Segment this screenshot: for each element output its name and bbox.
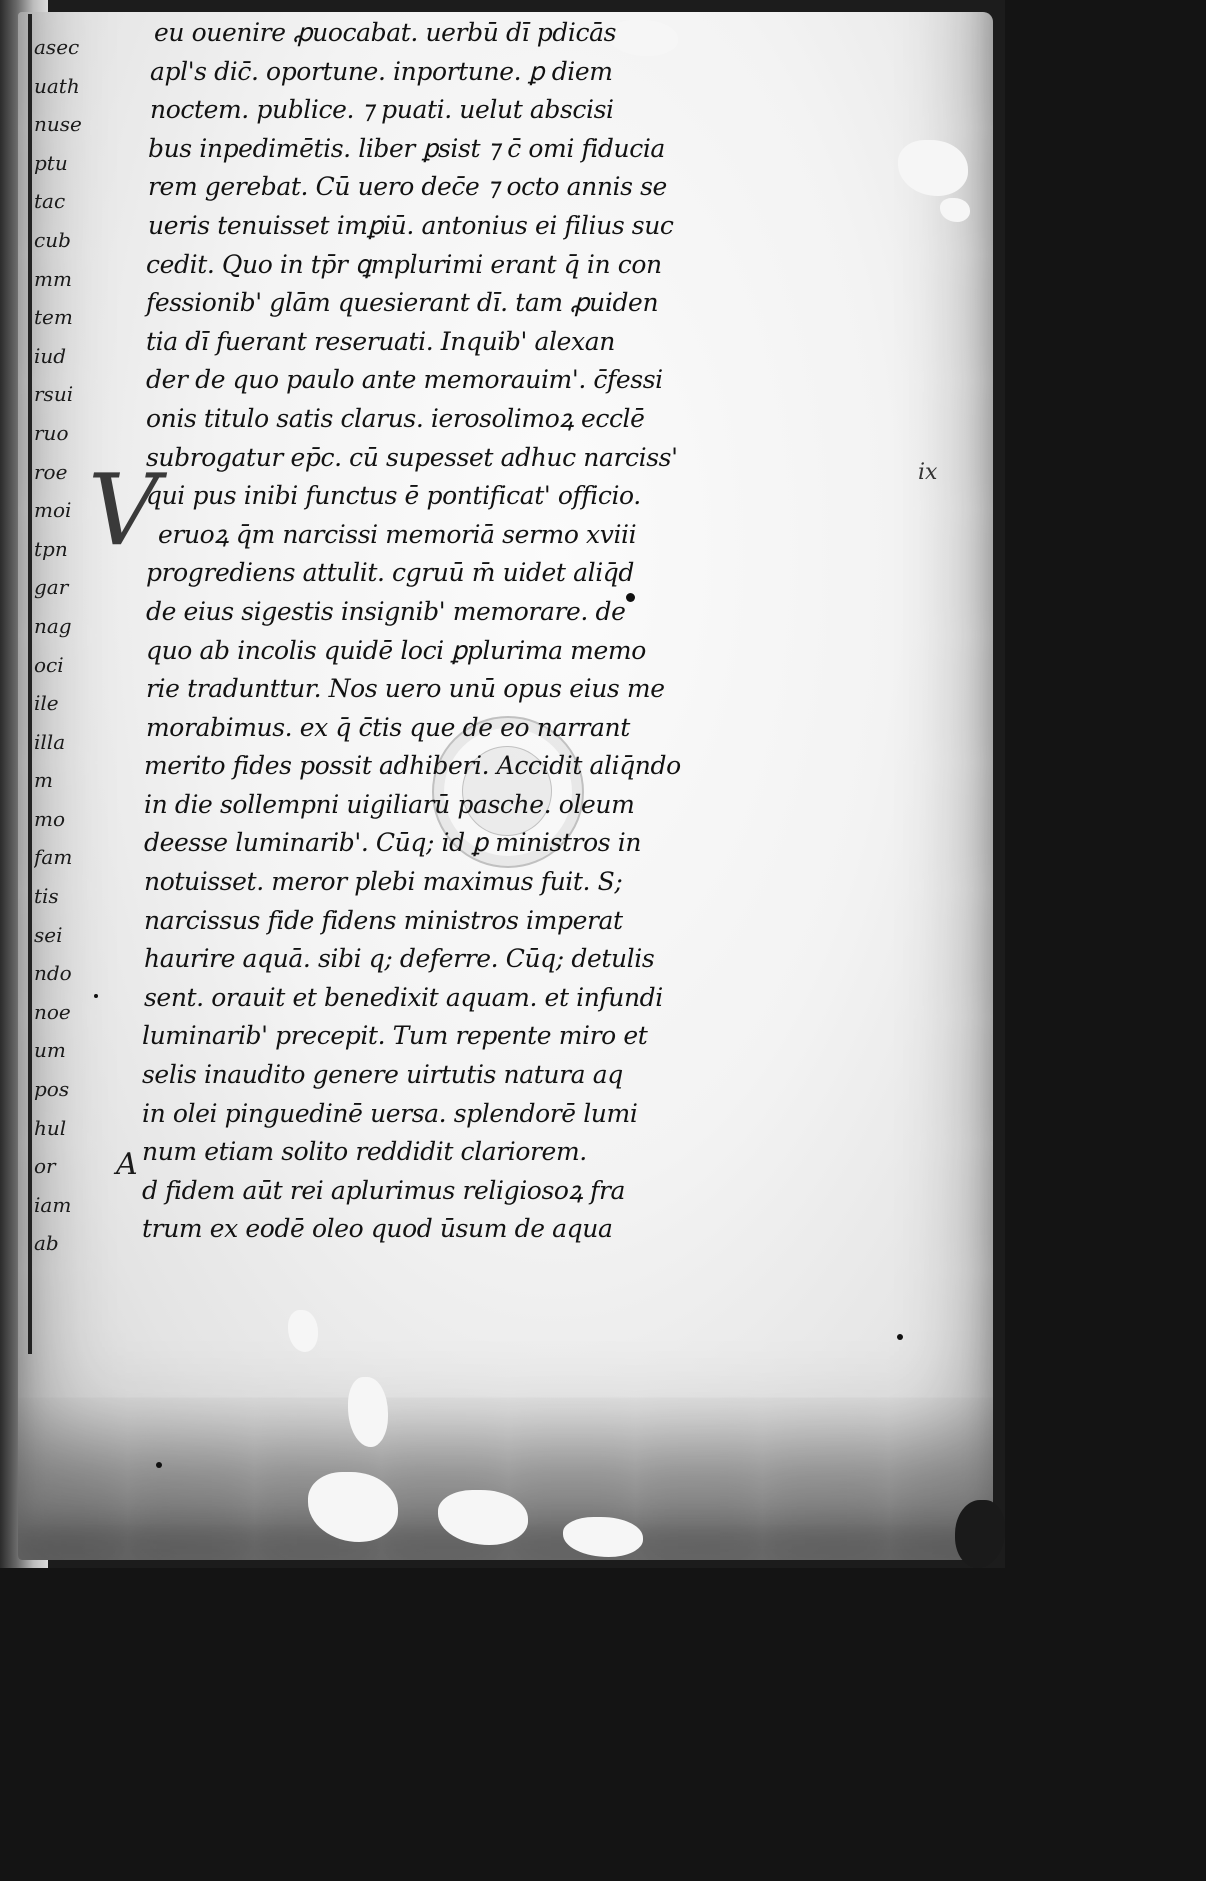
fragment-line: cub [34, 227, 71, 252]
fragment-line: iud [34, 343, 67, 368]
fragment-line: moi [34, 498, 72, 523]
fragment-line: hul [34, 1115, 67, 1140]
ink-speck [897, 1334, 903, 1340]
page-fold-edge [28, 14, 32, 1354]
text-line: notuisset. meror plebi maximus fuit. S; [144, 867, 623, 897]
text-line: merito fides possit adhiberi. Accidit aliq̄ndo [144, 751, 681, 781]
fragment-line: iam [34, 1192, 72, 1217]
ink-speck [156, 1462, 162, 1468]
text-line: apl's dic̄. oportune. inportune. ꝑ diem [150, 56, 613, 86]
fragment-line: roe [34, 459, 68, 484]
fragment-line: ptu [34, 150, 68, 175]
text-line: trum ex eodē oleo quod ūsum de aqua [142, 1214, 613, 1244]
fragment-line: fam [34, 845, 73, 870]
decorated-initial-a: A [116, 1147, 138, 1182]
ink-speck [94, 994, 98, 998]
parchment-hole [348, 1377, 388, 1447]
text-line: narcissus fide fidens ministros imperat [144, 905, 623, 935]
fragment-line: pos [34, 1077, 70, 1102]
parchment-hole [940, 198, 970, 222]
fragment-line: noe [34, 999, 71, 1024]
text-line: ueris tenuisset imꝑiū. antonius ei filius suc [148, 210, 674, 240]
text-line: der de quo paulo ante memorauim'. c̄fessi [146, 365, 663, 395]
parchment-hole [288, 1310, 318, 1352]
text-line: deesse luminarib'. Cūq; id ꝑ ministros in [144, 828, 642, 858]
text-line: morabimus. ex q̄ c̄tis que de eo narrant [146, 712, 630, 742]
fragment-line: illa [34, 729, 66, 754]
main-text-column [138, 14, 681, 1249]
text-line: in olei pinguedinē uersa. splendorē lumi [142, 1098, 638, 1128]
text-line: d fidem aūt rei aplurimus religiosoꝝ fra [142, 1175, 626, 1205]
fragment-line: um [34, 1038, 66, 1063]
fragment-line: sei [34, 922, 63, 947]
fragment-line: mm [34, 266, 72, 291]
text-line: noctem. publice. ⁊ puati. uelut abscisi [150, 95, 614, 125]
text-line: in die sollempni uigiliarū pasche. oleum [144, 789, 635, 819]
fragment-line: ab [34, 1231, 59, 1256]
text-line: num etiam solito reddidit clariorem. [142, 1137, 587, 1167]
text-line: progrediens attulit. cgruū m̄ uidet aliq̄d [146, 558, 635, 588]
fragment-line: nuse [34, 112, 82, 137]
fragment-line: tac [34, 189, 66, 214]
fragment-line: mo [34, 806, 66, 831]
text-line: eu ouenire ꝓuocabat. uerbū dī pdicās [154, 18, 617, 47]
text-line: haurire aquā. sibi q; deferre. Cūq; detulis [144, 944, 655, 974]
text-line: cedit. Quo in tp̄r ꝗmplurimi erant q̄ in con [146, 249, 662, 279]
text-line: rem gerebat. Cū uero dec̄e ⁊ octo annis se [148, 172, 667, 202]
fragment-line: ndo [34, 961, 72, 986]
fragment-line: gar [34, 575, 69, 600]
bottom-right-damage [955, 1500, 1005, 1568]
text-line: luminarib' precepit. Tum repente miro et [142, 1021, 648, 1051]
parchment-hole [438, 1490, 528, 1545]
text-line: subrogatur ep̄c. cū supesset adhuc narciss' [146, 442, 678, 472]
parchment-hole [898, 140, 968, 196]
fragment-line: uath [34, 73, 80, 98]
fragment-line: rsui [34, 382, 74, 407]
fragment-line: tpn [34, 536, 68, 561]
fragment-line: tis [34, 884, 59, 909]
fragment-line: nag [34, 613, 72, 638]
fragment-line: asec [34, 35, 80, 59]
fragment-line: ruo [34, 420, 69, 445]
text-line: fessionib' glām quesierant dī. tam ꝓuiden [146, 288, 659, 318]
folio-number: ix [918, 460, 938, 485]
fragment-line: or [34, 1154, 56, 1179]
text-line: quo ab incolis quidē loci ꝑplurima memo [146, 635, 646, 665]
text-line: onis titulo satis clarus. ierosolimoꝝ ecclē [146, 403, 645, 433]
fragment-line: m [34, 768, 53, 793]
ink-speck [626, 593, 635, 602]
text-line: tia dī fuerant reseruati. Inquib' alexan [146, 326, 615, 356]
text-line: selis inaudito genere uirtutis natura aq [142, 1060, 623, 1090]
text-line: de eius sigestis insignib' memorare. de [146, 596, 626, 626]
parchment-hole [308, 1472, 398, 1542]
fragment-line: tem [34, 305, 73, 330]
text-line: eruoꝝ q̄m narcissi memoriā sermo xviii [158, 519, 637, 549]
fragment-line: ile [34, 691, 59, 716]
decorated-initial-v: V [88, 454, 159, 568]
text-line: bus inpedimētis. liber ꝑsist ⁊ c̄ omi fiducia [148, 133, 665, 163]
text-line: qui pus inibi functus ē pontificat' officio. [146, 481, 641, 511]
parchment-hole [563, 1517, 643, 1557]
text-line: sent. orauit et benedixit aquam. et infundi [144, 982, 663, 1012]
text-line: rie tradunttur. Nos uero unū opus eius me [146, 674, 665, 704]
facing-page-fragments [34, 28, 92, 1256]
fragment-line: oci [34, 652, 64, 677]
